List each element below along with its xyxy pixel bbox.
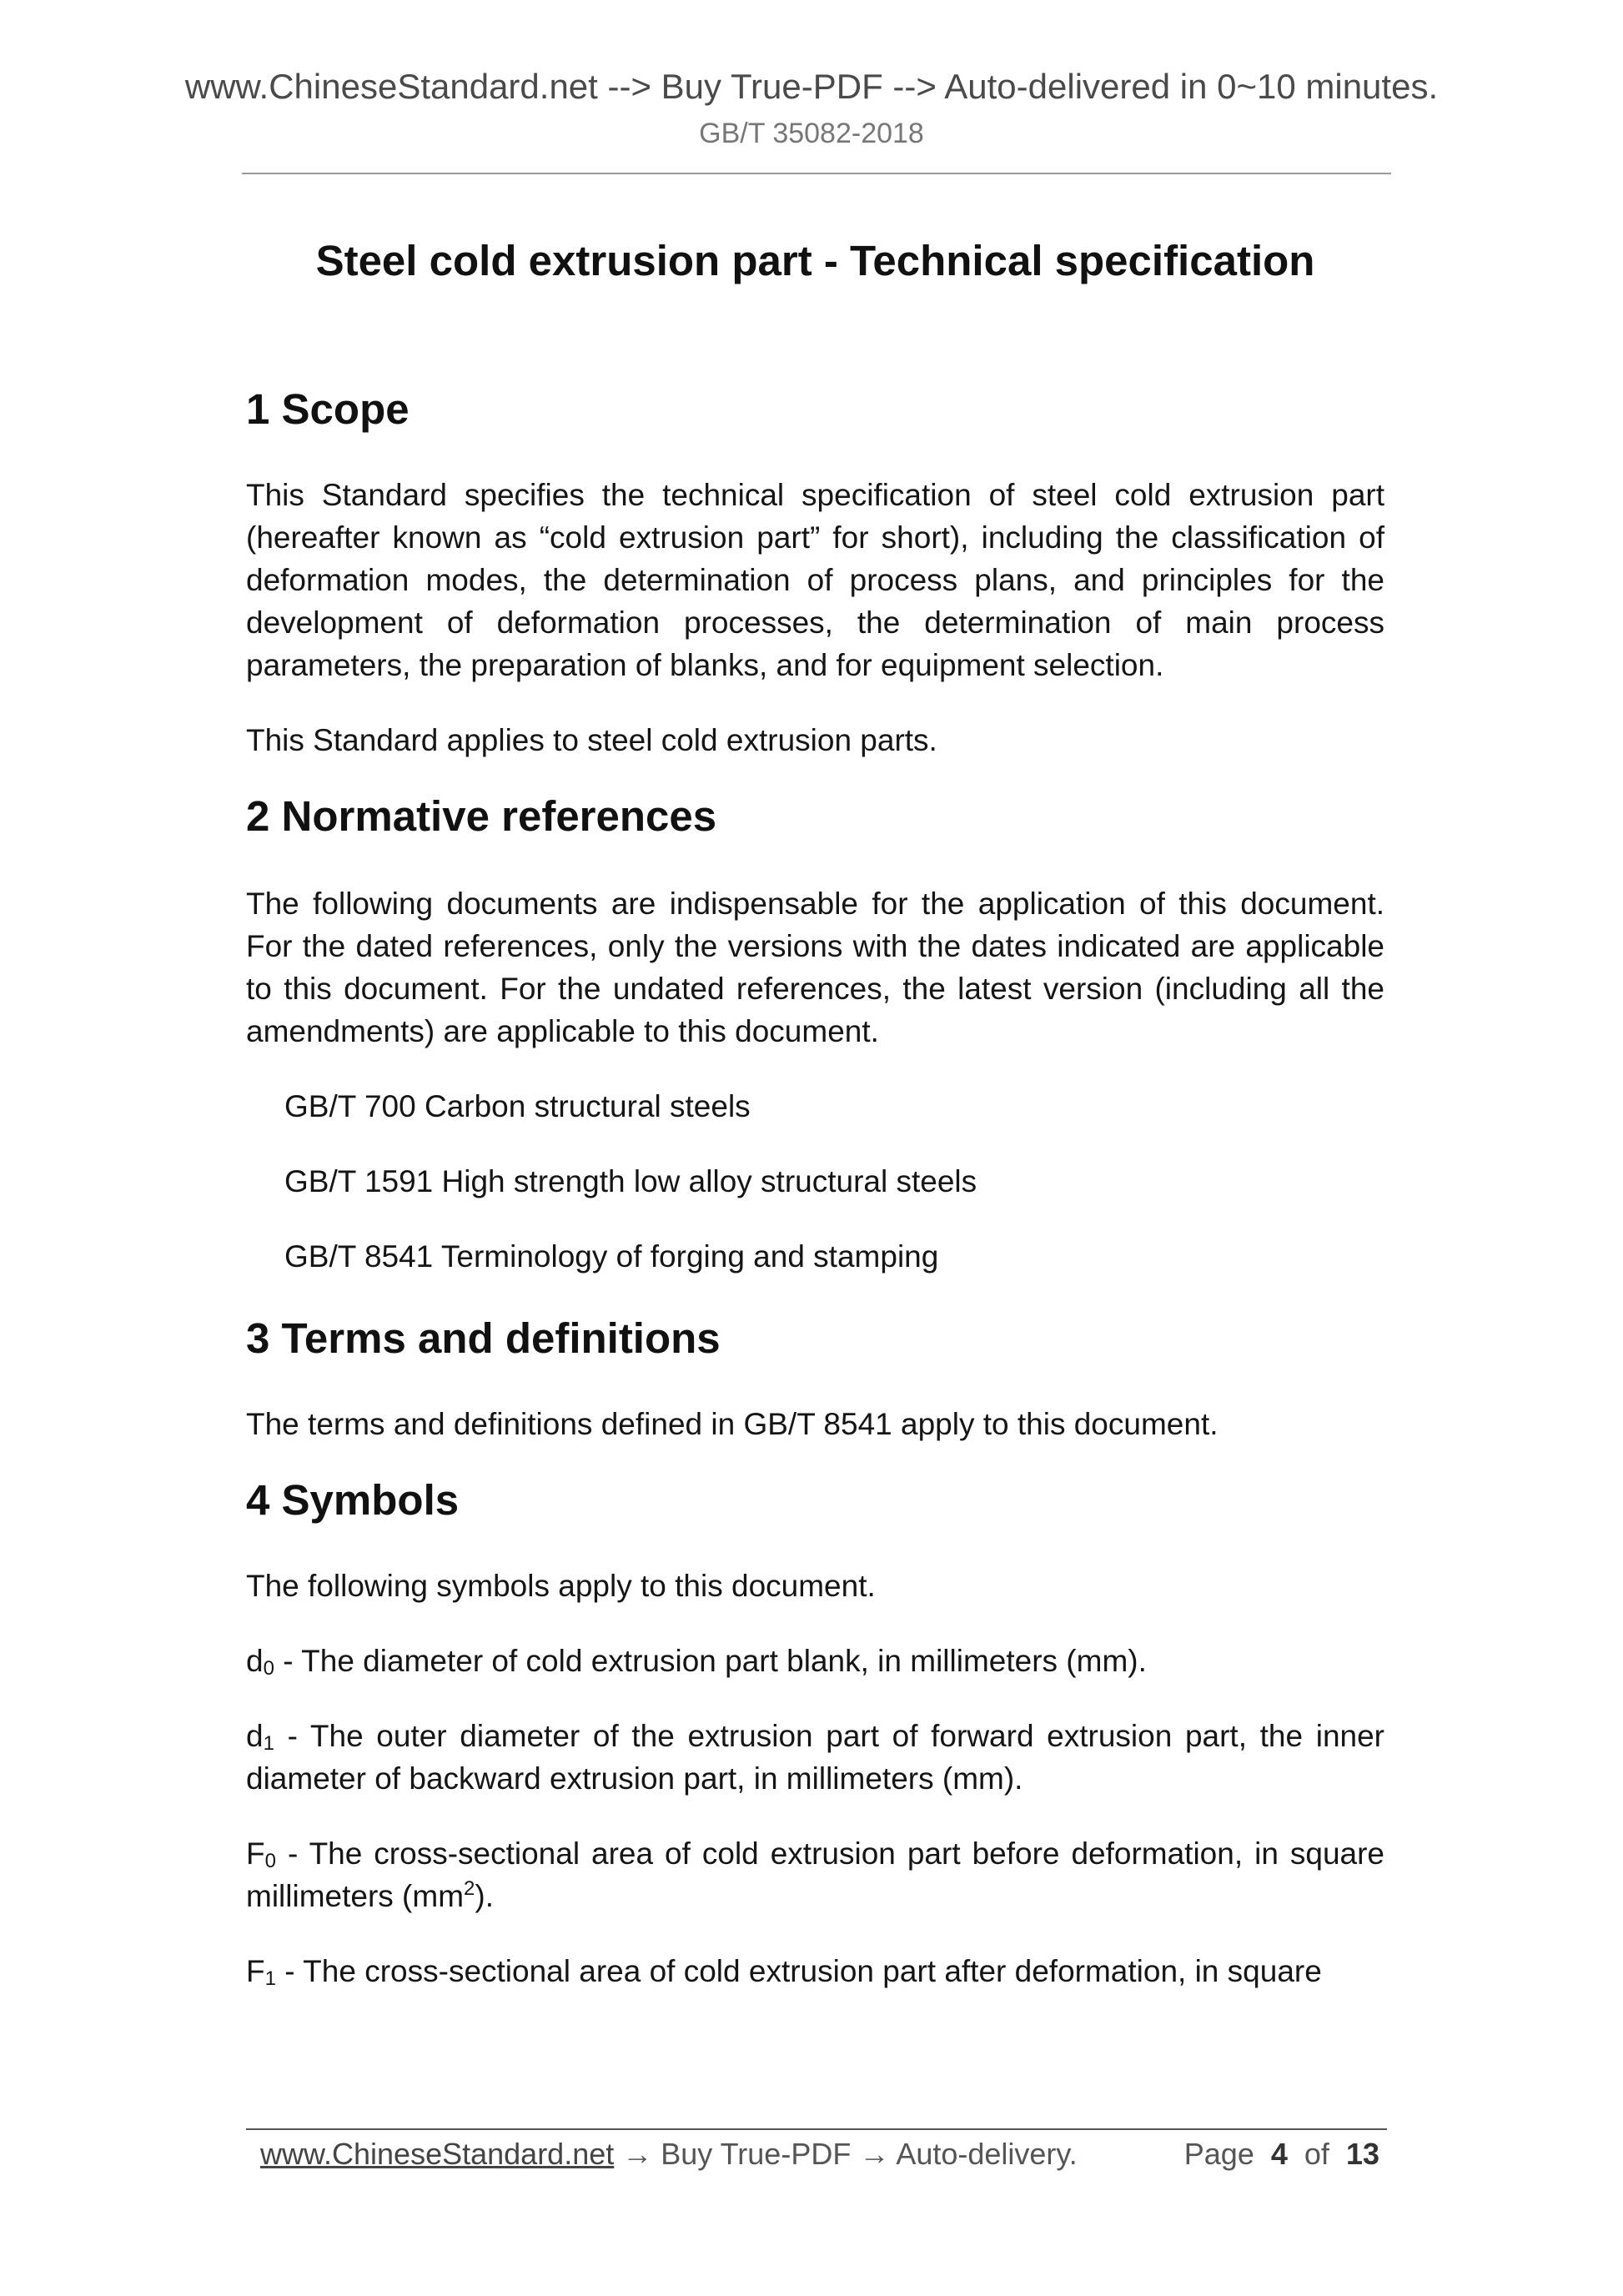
symbol-subscript: 0 xyxy=(263,1657,274,1680)
section-heading-scope: 1 Scope xyxy=(246,385,410,433)
symbol-letter: d xyxy=(246,1644,264,1678)
footer-promo-text: → Buy True-PDF → Auto-delivery. xyxy=(614,2137,1078,2171)
scope-paragraph-1: This Standard specifies the technical specification of steel cold extrusion part (hereafter known as “cold extrusion part” for short), including the classification of deformation modes, the determination of process plans, and principles for the development of deformation processes, the determination of main process parameters, the preparation of blanks, and for equipment selection. xyxy=(246,478,1384,682)
symbol-text: - The cross-sectional area of cold extrusion part before deformation, in square millimeters (mm xyxy=(246,1836,1384,1913)
symbol-letter: F xyxy=(246,1836,265,1871)
section-heading-terms: 3 Terms and definitions xyxy=(246,1314,721,1362)
reference-item: GB/T 700 Carbon structural steels xyxy=(284,1089,751,1123)
symbol-definition xyxy=(246,1715,1384,1800)
normative-paragraph: The following documents are indispensable for the application of this document. For the dated references, only the versions with the dates indicated are applicable to this document. For the undated references, the latest version (including all the amendments) are applicable to this document. xyxy=(246,887,1384,1048)
symbol-subscript: 0 xyxy=(264,1850,276,1872)
page-footer xyxy=(260,2132,1379,2177)
symbol-definition xyxy=(246,1640,1384,1682)
of-label: of xyxy=(1304,2137,1329,2171)
symbol-text: - The outer diameter of the extrusion part of forward extrusion part, the inner diameter of backward extrusion part, in millimeters (mm). xyxy=(246,1719,1384,1796)
symbol-definition xyxy=(246,1950,1384,1992)
footer-divider xyxy=(246,2128,1387,2130)
symbol-subscript: 1 xyxy=(263,1732,274,1755)
symbol-definition xyxy=(246,1832,1384,1917)
page-label: Page xyxy=(1183,2137,1254,2171)
symbol-letter: d xyxy=(246,1719,264,1753)
symbol-text: - The diameter of cold extrusion part blank, in millimeters (mm). xyxy=(274,1644,1147,1678)
top-banner: www.ChineseStandard.net --> Buy True-PDF --> Auto-delivered in 0~10 minutes. xyxy=(184,67,1439,106)
symbol-letter: F xyxy=(246,1954,265,1988)
page-number xyxy=(1184,2132,1379,2177)
reference-item: GB/T 1591 High strength low alloy structural steels xyxy=(284,1164,977,1198)
symbol-subscript: 1 xyxy=(264,1967,276,1990)
scope-paragraph-2: This Standard applies to steel cold extrusion parts. xyxy=(246,723,937,757)
symbol-text-tail: ). xyxy=(475,1879,494,1913)
reference-item: GB/T 8541 Terminology of forging and stamping xyxy=(284,1239,939,1274)
document-body xyxy=(246,235,1384,1992)
footer-site-link[interactable]: www.ChineseStandard.net xyxy=(260,2137,615,2171)
document-code: GB/T 35082-2018 xyxy=(699,118,924,149)
symbols-intro: The following symbols apply to this document. xyxy=(246,1569,876,1603)
section-heading-normative-references: 2 Normative references xyxy=(246,792,717,840)
current-page: 4 xyxy=(1270,2137,1288,2171)
total-pages: 13 xyxy=(1345,2137,1379,2171)
symbol-text: - The cross-sectional area of cold extrusion part after deformation, in square xyxy=(275,1954,1322,1988)
header-divider xyxy=(242,173,1391,174)
footer-promo xyxy=(260,2132,1078,2177)
section-heading-symbols: 4 Symbols xyxy=(246,1476,460,1524)
symbol-superscript: 2 xyxy=(464,1877,475,1900)
terms-paragraph: The terms and definitions defined in GB/T 8541 apply to this document. xyxy=(246,1407,1219,1441)
document-title: Steel cold extrusion part - Technical specification xyxy=(315,237,1315,284)
